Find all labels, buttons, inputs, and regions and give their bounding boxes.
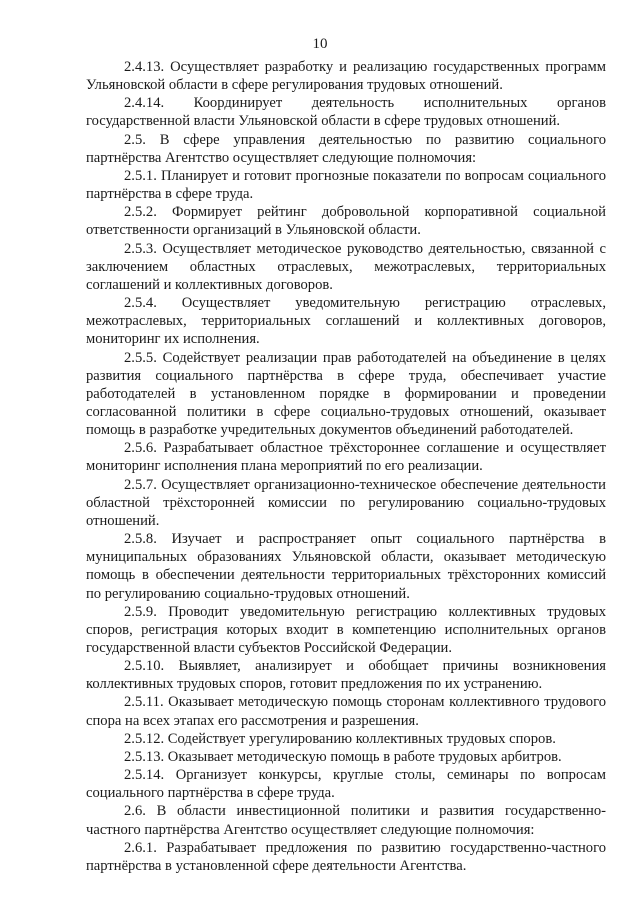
paragraph-2-5: 2.5. В сфере управления деятельностью по развитию социального партнёрства Агентство осуществляет следующие полномочия: xyxy=(86,131,606,166)
paragraph-2-5-10: 2.5.10. Выявляет, анализирует и обобщает причины возникновения коллективных трудовых споров, готовит предложения по их устранению. xyxy=(86,658,606,693)
paragraph-2-5-13: 2.5.13. Оказывает методическую помощь в работе трудовых арбитров. xyxy=(124,748,562,765)
paragraph-2-4-14: 2.4.14. Координирует деятельность исполнительных органов государственной власти Ульяновской области в сфере трудовых отношений. xyxy=(86,95,606,130)
paragraph-2-5-9: 2.5.9. Проводит уведомительную регистрацию коллективных трудовых споров, регистрация которых входит в компетенцию исполнительных органов государственной власти субъектов Российской Федерации. xyxy=(86,603,606,656)
paragraph-2-5-14: 2.5.14. Организует конкурсы, круглые столы, семинары по вопросам социального партнёрства в сфере труда. xyxy=(86,767,606,802)
paragraph-2-5-1: 2.5.1. Планирует и готовит прогнозные показатели по вопросам социального партнёрства в сфере труда. xyxy=(86,167,606,203)
document-body xyxy=(86,58,606,875)
paragraph-2-5-8: 2.5.8. Изучает и распространяет опыт социального партнёрства в муниципальных образованиях Ульяновской области, оказывает методическую помощь в обеспечении деятельности территориальных трёхсторонних комиссий по регулированию социально-трудовых отношений. xyxy=(86,531,606,602)
paragraph-2-5-12: 2.5.12. Содействует урегулированию коллективных трудовых споров. xyxy=(124,730,556,747)
paragraph-2-5-5: 2.5.5. Содействует реализации прав работодателей на объединение в целях развития социального партнёрства в сфере труда, обеспечивает участие работодателей в установленном порядке в формировании и проведении согласованной политики в сфере социально-трудовых отношений, оказывает помощь в разработке учредительных документов объединений работодателей. xyxy=(86,349,606,439)
paragraph-2-5-2: 2.5.2. Формирует рейтинг добровольной корпоративной социальной ответственности организаций в Ульяновской области. xyxy=(86,204,606,239)
paragraph-2-5-11: 2.5.11. Оказывает методическую помощь сторонам коллективного трудового спора на всех этапах его рассмотрения и разрешения. xyxy=(86,694,606,729)
paragraph-2-4-13: 2.4.13. Осуществляет разработку и реализацию государственных программ Ульяновской области в сфере регулирования трудовых отношений. xyxy=(86,59,606,94)
paragraph-2-6-1: 2.6.1. Разрабатывает предложения по развитию государственно-частного партнёрства в установленной сфере деятельности Агентства. xyxy=(86,839,606,874)
page-number: 10 xyxy=(312,36,328,52)
paragraph-2-5-7: 2.5.7. Осуществляет организационно-техническое обеспечение деятельности областной трёхсторонней комиссии по регулированию социально-трудовых отношений. xyxy=(86,476,606,529)
paragraph-2-5-3: 2.5.3. Осуществляет методическое руководство деятельностью, связанной с заключением областных отраслевых, межотраслевых, территориальных соглашений и коллективных договоров. xyxy=(86,240,606,293)
paragraph-2-5-6: 2.5.6. Разрабатывает областное трёхстороннее соглашение и осуществляет мониторинг исполнения плана мероприятий по его реализации. xyxy=(86,440,606,475)
paragraph-2-5-4: 2.5.4. Осуществляет уведомительную регистрацию отраслевых, межотраслевых, территориальных соглашений и коллективных договоров, мониторинг их исполнения. xyxy=(86,295,606,348)
paragraph-2-6: 2.6. В области инвестиционной политики и развития государственно-частного партнёрства Агентство осуществляет следующие полномочия: xyxy=(86,803,606,838)
